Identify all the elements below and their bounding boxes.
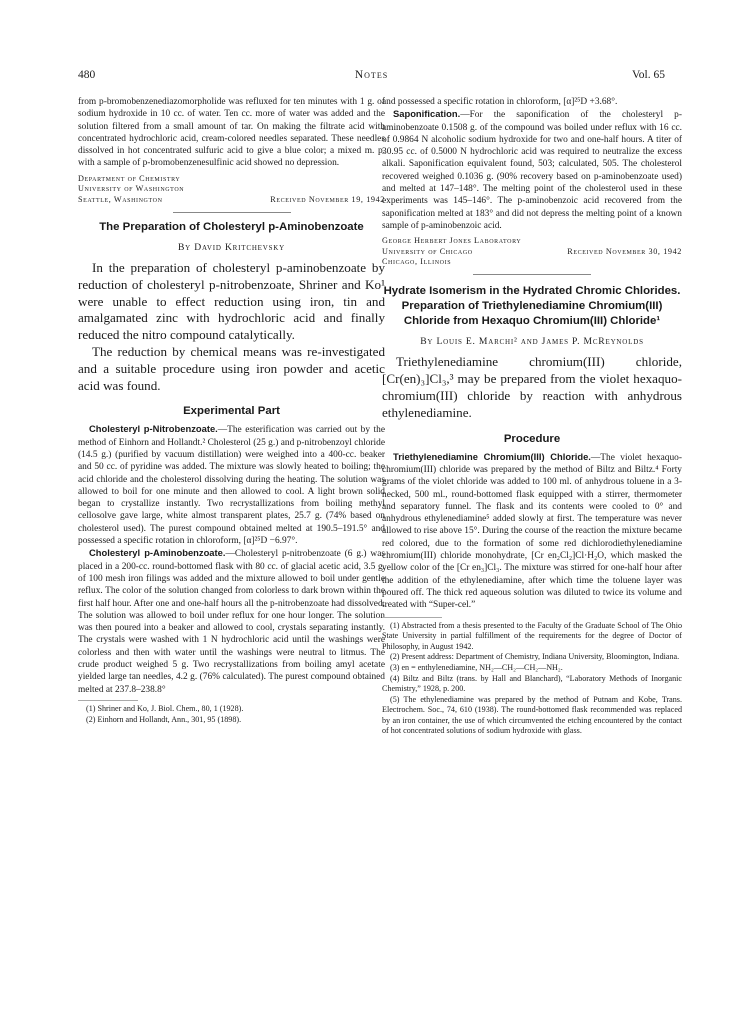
section-heading: Procedure	[503, 432, 561, 445]
separator-rule	[173, 212, 291, 213]
footnote-rule	[78, 700, 138, 701]
article-title: Hydrate Isomerism in the Hydrated Chromic Chlorides. Preparation of Triethylenediamine Chromium(III) Chloride from Hexaquo Chromium(III) Chloride¹	[383, 285, 681, 328]
received-date: Received November 30, 1942	[567, 246, 682, 256]
paragraph-text: —The esterification was carried out by the method of Einhorn and Hollandt.² Cholesterol (25 g.) and p-nitrobenzoyl chloride (14.5 g.) (purified by vacuum distillation) were weighed into a 400-cc. beaker and 50 cc. of pyridine was added. The mixture was slowly heated to boiling; the acid chloride and the cholesterol dissolving during the heating. The solution was allowed to boil for one minute and then allowed to cool. A light brown solid began to crystallize instantly. Two recrystallizations from boiling methyl cellosolve gave large, white almost transparent plates, 25.7 g. (74% based on cholesterol used). The purest compound obtained melted at 190.5–191.5° and possessed a specific rotation in chloroform, [α]²⁵D −6.97°.	[78, 425, 385, 547]
footnote: (1) Shriner and Ko, J. Biol. Chem., 80, 1 (1928).	[86, 703, 244, 713]
right-column	[382, 96, 682, 737]
section-heading: Experimental Part	[183, 405, 280, 418]
affiliation-block	[78, 174, 385, 205]
article-title: The Preparation of Cholesteryl p-Aminobenzoate	[99, 221, 364, 233]
paragraph-runin-heading: Cholesteryl p-Nitrobenzoate.	[89, 423, 218, 435]
footnotes	[78, 704, 385, 725]
paragraph-text: —For the saponification of the cholesteryl p-aminobenzoate 0.1508 g. of the compound was boiled under reflux with 16 cc. of 0.9864 N alcoholic sodium hydroxide for two and one-half hours. A titer of 30.95 cc. of 0.5000 N hydrochloric acid was required to neutralize the excess alkali. Saponification equivalent found, 503; calculated, 505. The cholesterol recovered weighed 0.1036 g. (90% recovery based on p-aminobenzoate used) and melted at 147–148°. The melting point of the cholesterol used in these experiments was 145–146°. The p-aminobenzoic acid recovered from the saponification melted at 183° and did not depress the melting point of a known sample of p-aminobenzoic acid.	[382, 110, 682, 231]
running-head	[78, 69, 665, 83]
footnotes	[382, 621, 682, 738]
footnote: (5) The ethylenediamine was prepared by the method of Putnam and Kobe, Trans. Electrochem. Soc., 74, 610 (1938). The round-bottomed flask recommended was replaced by an iron container, the use of which circumvented the etching encountered by the contact of hot concentrated solutions of sodium hydroxide with glass.	[382, 694, 682, 736]
paragraph-runin-heading: Cholesteryl p-Aminobenzoate.	[89, 547, 226, 559]
footnote: (2) Present address: Department of Chemistry, Indiana University, Bloomington, Indiana.	[390, 652, 680, 662]
affiliation-university: University of Chicago	[382, 246, 473, 256]
continued-paragraph: from p-bromobenzenediazomorpholide was refluxed for ten minutes with 1 g. of sodium hydroxide in 10 cc. of water. Ten cc. more of water was added and the solution filtered from a small amount of tar. On making the filtrate acid with concentrated hydrochloric acid, cream-colored needles separated. These needles dissolved in hot concentrated sulfuric acid to give a blue color; a mixed m. p. with a sample of p-bromobenzenesulfinic acid showed no depression.	[78, 97, 385, 169]
affiliation-laboratory: George Herbert Jones Laboratory	[382, 236, 522, 246]
paragraph-runin-heading: Triethylenediamine Chromium(III) Chloride.	[393, 450, 591, 462]
received-date: Received November 19, 1942	[270, 194, 385, 204]
procedure-paragraph	[78, 547, 385, 696]
affiliation-block	[382, 236, 682, 267]
intro-paragraph: The reduction by chemical means was re-investigated and a suitable procedure using iron powder and acetic acid was found.	[78, 343, 385, 393]
affiliation-university: University of Washington	[78, 184, 185, 194]
article-byline: By Louis E. Marchi² and James P. McReynolds	[420, 336, 644, 348]
article-byline: By David Kritchevsky	[177, 242, 286, 253]
paragraph-text: —Cholesteryl p-nitrobenzoate (6 g.) was placed in a 200-cc. round-bottomed flask with 80 cc. of glacial acetic acid, 3.5 g. of 100 mesh iron filings was added and the mixture allowed to boil under gentle reflux. The color of the solution changed from colorless to dark brown within the first half hour. After one and one-half hours all the p-nitrobenzoate had dissolved. The solution was allowed to boil under reflux for one hour longer. The solution was then poured into a beaker and allowed to cool, crystals separating instantly. The crystals were washed with 1 N hydrochloric acid until the washings were colorless and then with water until the washings were neutral to litmus. The crude product weighed 5 g. Two recrystallizations from boiling amyl acetate yielded large tan needles, 4.2 g. (76% calculated). The purest compound obtained melted at 237.8–238.8°	[78, 549, 385, 695]
affiliation-department: Department of Chemistry	[78, 173, 181, 183]
affiliation-university-row	[382, 247, 682, 257]
continued-paragraph: and possessed a specific rotation in chloroform, [α]²⁵D +3.68°.	[382, 97, 618, 107]
affiliation-place: Seattle, Washington	[78, 194, 163, 204]
page-number: 480	[78, 69, 96, 81]
footnote: (3) en = enthylenediamine, NH₂—CH₂—CH₂—NH₂.	[390, 662, 563, 672]
footnote-rule	[382, 617, 442, 618]
affiliation-place: Chicago, Illinois	[382, 257, 452, 267]
affiliation-place-row	[78, 195, 385, 205]
separator-rule	[473, 274, 591, 275]
paragraph-runin-heading: Saponification.	[393, 108, 461, 120]
procedure-paragraph	[78, 423, 385, 547]
left-column	[78, 96, 385, 725]
procedure-paragraph	[382, 451, 682, 612]
footnote: (4) Biltz and Biltz (trans. by Hall and Blanchard), “Laboratory Methods of Inorganic Chemistry,” 1928, p. 200.	[382, 673, 682, 694]
footnote: (1) Abstracted from a thesis presented to the Faculty of the Graduate School of The Ohio State University in partial fulfillment of the requirements for the degree of Doctor of Philosophy, in August 1942.	[382, 620, 682, 651]
volume-label: Vol. 65	[631, 69, 665, 81]
intro-paragraph: In the preparation of cholesteryl p-aminobenzoate by reduction of cholesteryl p-nitrobenzoate, Shriner and Ko¹ were unable to effect reduction using iron, tin and amalgamated zinc with hydrochloric acid and finally reduced the nitro compound catalytically.	[78, 260, 385, 343]
paragraph-text: —The violet hexaquo-chromium(III) chloride was prepared by the method of Biltz and Biltz.⁴ Forty grams of the violet chloride was added to 100 ml. of anhydrous toluene in a 3-necked, 500 ml., round-bottomed flask equipped with a stirrer, thermometer and separatory funnel. The flask and its contents were cooled to 0° and anhydrous ethylenediamine⁵ added slowly at first. The temperature was never allowed to rise above 15°. During the course of the reaction the mixture became red colored, due to the formation of some red dichlorodiethylenediamine chromium(III) chloride monohydrate, [Cr en₂Cl₂]Cl·H₂O, which masked the yellow color of the [Cr en₃]Cl₃. The mixture was stirred for one-half hour after the addition of the ethylenediamine, after which time the toluene layer was poured off. The thick red aqueous solution was diluted to twice its volume and treated with “Super-cel.”	[382, 452, 682, 611]
saponification-paragraph	[382, 108, 682, 232]
footnote: (2) Einhorn and Hollandt, Ann., 301, 95 (1898).	[86, 714, 242, 724]
running-title: Notes	[354, 69, 389, 81]
intro-paragraph: Triethylenediamine chromium(III) chloride, [Cr(en)₃]Cl₃,³ may be prepared from the violet hexaquo-chromium(III) chloride by reaction with anhydrous ethylenediamine.	[382, 354, 682, 420]
